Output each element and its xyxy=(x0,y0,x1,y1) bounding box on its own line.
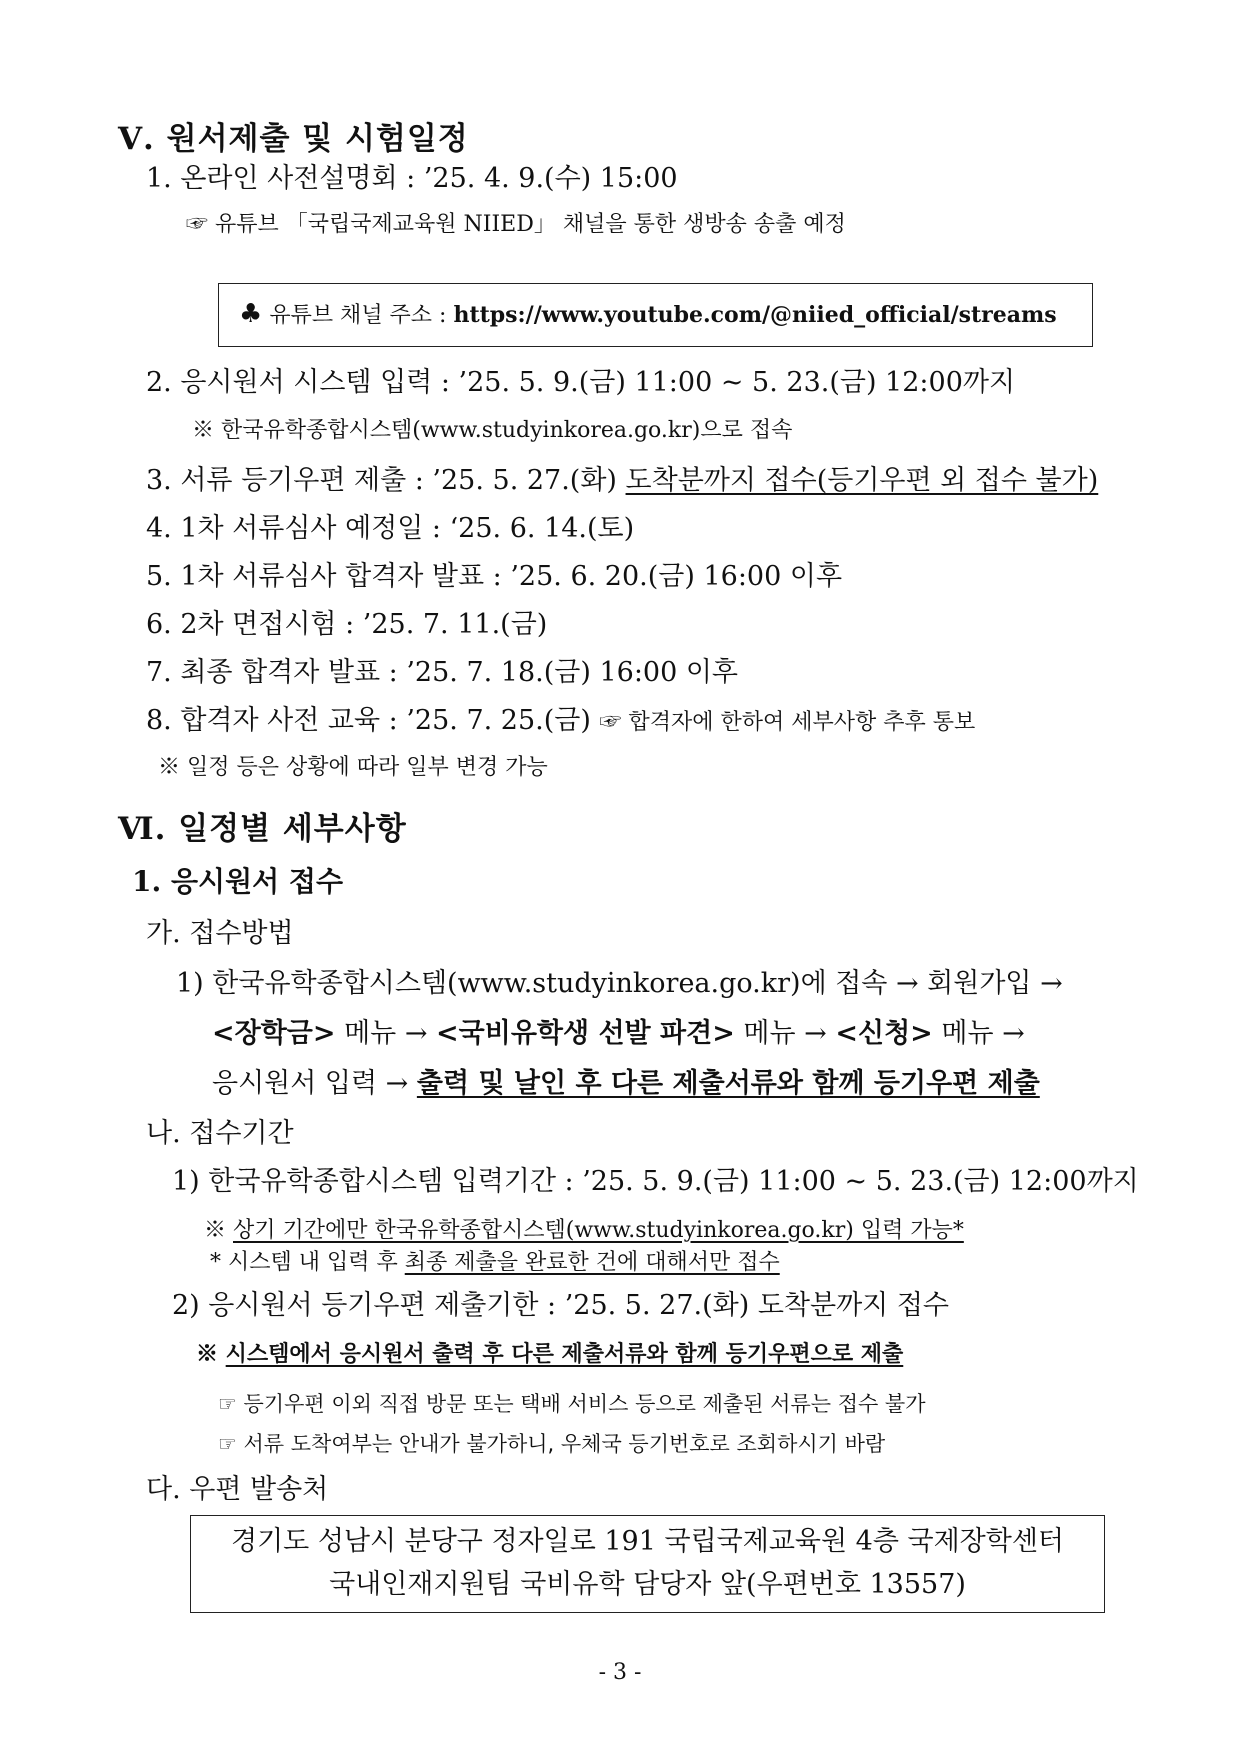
youtube-address-line xyxy=(239,300,1057,330)
schedule-item-8-text: 8. 합격자 사전 교육 : ’25. 7. 25.(금) xyxy=(146,705,600,736)
youtube-address-label: 유튜브 채널 주소 : xyxy=(269,303,454,328)
menu-dispatch: <국비유학생 선발 파견> xyxy=(436,1018,735,1049)
schedule-change-note: ※ 일정 등은 상황에 따라 일부 변경 가능 xyxy=(158,755,548,780)
mailing-address-box xyxy=(190,1515,1105,1613)
period-item-1-note-1 xyxy=(204,1218,964,1243)
period-item-2-sub-1: ☞ 등기우편 이외 직접 방문 또는 택배 서비스 등으로 제출된 서류는 접수 불가 xyxy=(218,1392,926,1416)
heading-da: 다. 우편 발송처 xyxy=(146,1474,329,1505)
address-line-1: 경기도 성남시 분당구 정자일로 191 국립국제교육원 4층 국제장학센터 xyxy=(230,1526,1064,1557)
method-step-line-3-emphasis: 출력 및 날인 후 다른 제출서류와 함께 등기우편 제출 xyxy=(416,1068,1040,1099)
schedule-item-2: 2. 응시원서 시스템 입력 : ’25. 5. 9.(금) 11:00 ~ 5. 23.(금) 12:00까지 xyxy=(146,367,1016,398)
menu-sep-3: 메뉴 → xyxy=(932,1018,1025,1049)
schedule-item-5: 5. 1차 서류심사 합격자 발표 : ’25. 6. 20.(금) 16:00 이후 xyxy=(146,561,843,592)
period-item-1-note-2-text: * 시스템 내 입력 후 xyxy=(210,1250,405,1275)
heading-na: 나. 접수기간 xyxy=(146,1118,294,1149)
youtube-address-box xyxy=(218,283,1093,347)
address-line-2: 국내인재지원팀 국비유학 담당자 앞(우편번호 13557) xyxy=(329,1569,966,1600)
schedule-item-6: 6. 2차 면접시험 : ’25. 7. 11.(금) xyxy=(146,609,548,640)
menu-sep-1: 메뉴 → xyxy=(335,1018,437,1049)
subsection-1-title: 1. 응시원서 접수 xyxy=(132,865,344,898)
schedule-item-3 xyxy=(146,465,1098,496)
reference-mark: ※ xyxy=(204,1218,233,1243)
period-item-2-note-text: 시스템에서 응시원서 출력 후 다른 제출서류와 함께 등기우편으로 제출 xyxy=(225,1341,904,1367)
period-item-2: 2) 응시원서 등기우편 제출기한 : ’25. 5. 27.(화) 도착분까지 접수 xyxy=(172,1290,949,1321)
schedule-item-1: 1. 온라인 사전설명회 : ’25. 4. 9.(수) 15:00 xyxy=(146,163,678,194)
menu-sep-2: 메뉴 → xyxy=(734,1018,836,1049)
period-item-1-note-2-underlined: 최종 제출을 완료한 건에 대해서만 접수 xyxy=(404,1250,780,1275)
period-item-1-note-2 xyxy=(210,1250,780,1275)
schedule-item-2-note: ※ 한국유학종합시스템(www.studyinkorea.go.kr)으로 접속 xyxy=(192,418,793,443)
menu-scholarship: <장학금> xyxy=(212,1018,336,1049)
period-item-1-note-1-text: 상기 기간에만 한국유학종합시스템(www.studyinkorea.go.kr) 입력 가능* xyxy=(233,1218,964,1243)
method-step-line-2 xyxy=(212,1018,1025,1049)
menu-apply: <신청> xyxy=(835,1018,933,1049)
page-number: - 3 - xyxy=(598,1660,642,1685)
heading-ga: 가. 접수방법 xyxy=(146,918,294,949)
schedule-item-8 xyxy=(146,705,975,736)
period-item-2-sub-2: ☞ 서류 도착여부는 안내가 불가하니, 우체국 등기번호로 조회하시기 바람 xyxy=(218,1432,886,1456)
section-6-title: Ⅵ. 일정별 세부사항 xyxy=(118,811,407,847)
club-icon: ♣ xyxy=(239,299,263,329)
period-item-1: 1) 한국유학종합시스템 입력기간 : ’25. 5. 9.(금) 11:00 ~ 5. 23.(금) 12:00까지 xyxy=(172,1166,1139,1197)
section-5-title: Ⅴ. 원서제출 및 시험일정 xyxy=(118,121,469,157)
period-item-2-note xyxy=(196,1342,903,1367)
method-step-line-1: 1) 한국유학종합시스템(www.studyinkorea.go.kr)에 접속 → 회원가입 → xyxy=(176,968,1063,999)
schedule-item-8-note: ☞ 합격자에 한하여 세부사항 추후 통보 xyxy=(599,710,976,735)
method-step-line-3-text: 응시원서 입력 → xyxy=(212,1068,417,1099)
schedule-item-3-text: 3. 서류 등기우편 제출 : ’25. 5. 27.(화) xyxy=(146,465,626,496)
schedule-item-7: 7. 최종 합격자 발표 : ’25. 7. 18.(금) 16:00 이후 xyxy=(146,657,739,688)
schedule-item-4: 4. 1차 서류심사 예정일 : ‘25. 6. 14.(토) xyxy=(146,513,635,544)
schedule-item-3-underlined: 도착분까지 접수(등기우편 외 접수 불가) xyxy=(625,465,1099,496)
schedule-item-1-note: ☞ 유튜브 「국립국제교육원 NIIED」 채널을 통한 생방송 송출 예정 xyxy=(186,212,846,237)
reference-mark-2: ※ xyxy=(196,1341,226,1367)
method-step-line-3 xyxy=(212,1068,1040,1099)
youtube-channel-url[interactable]: https://www.youtube.com/@niied_official/streams xyxy=(453,302,1057,328)
